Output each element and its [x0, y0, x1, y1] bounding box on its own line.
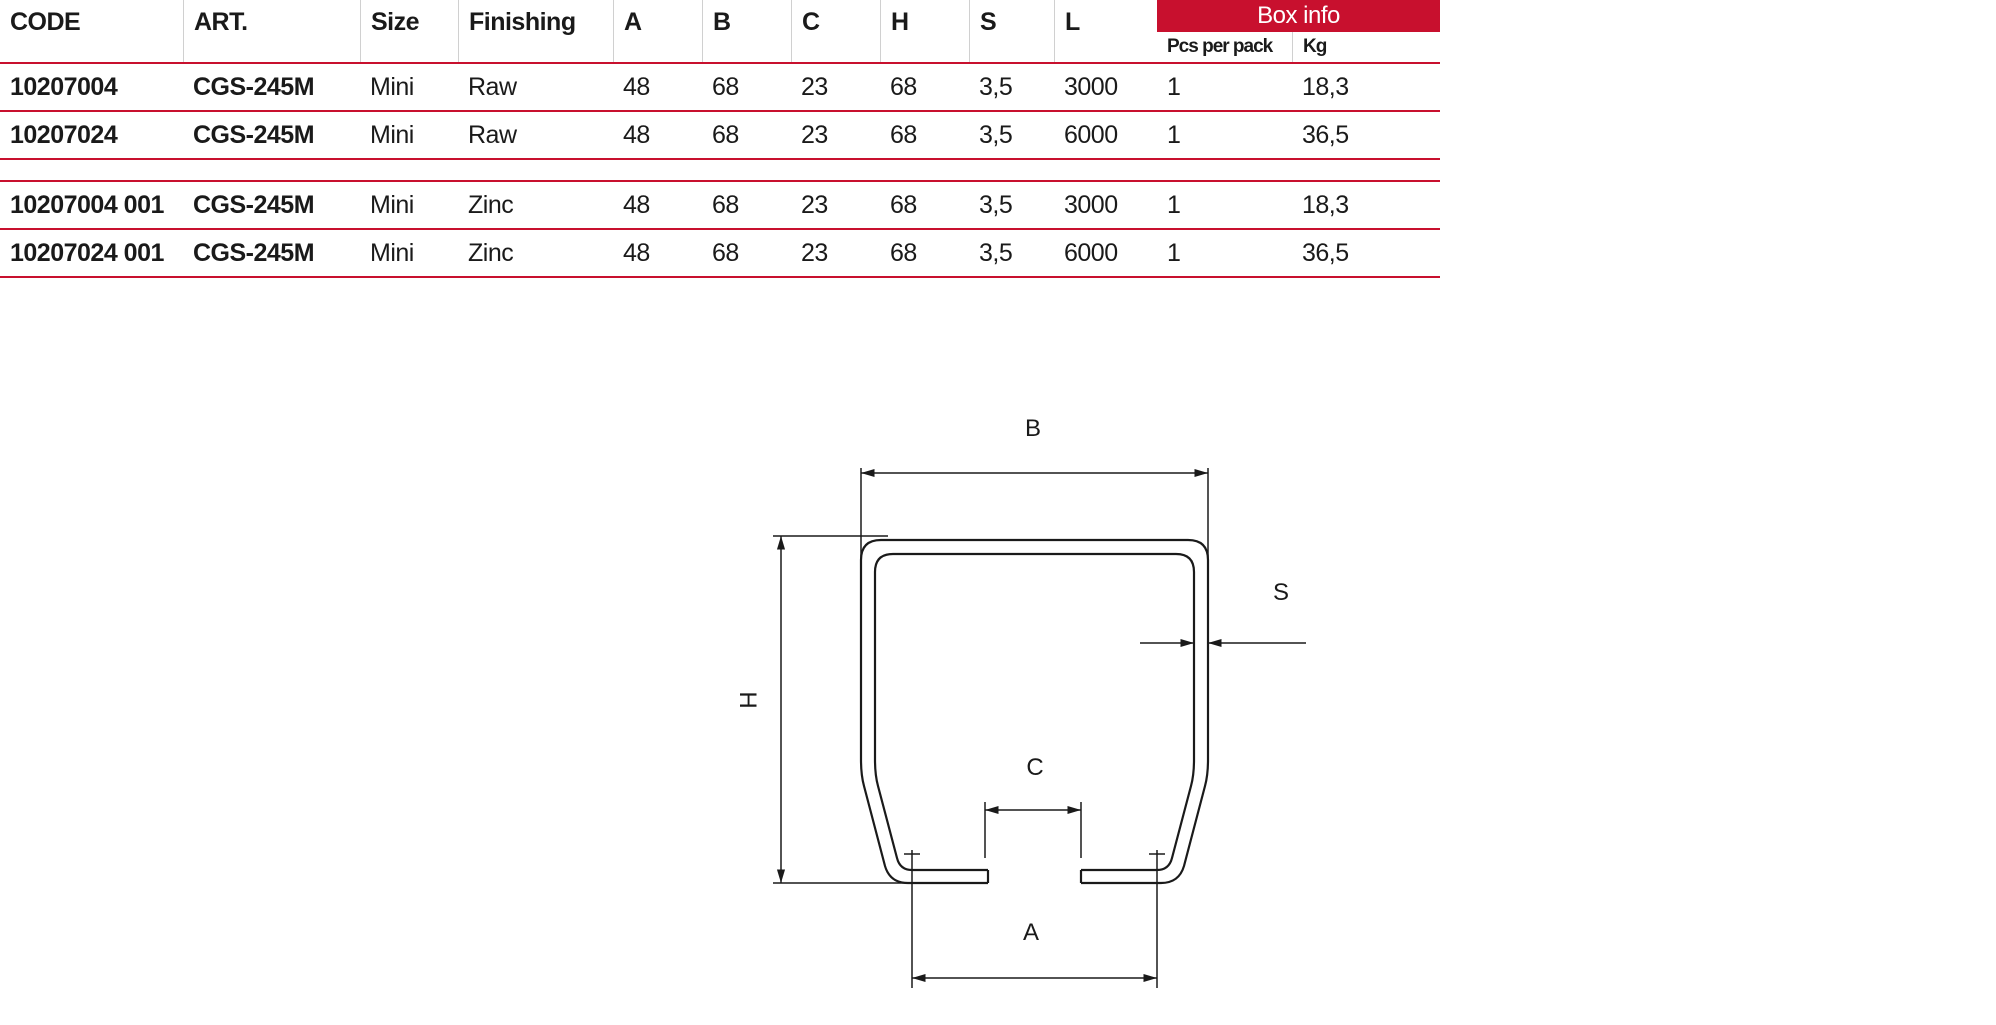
cell-a: 48 — [623, 239, 650, 267]
profile-outer-contour — [861, 540, 1208, 883]
header-code: CODE — [10, 8, 81, 36]
cell-c: 23 — [801, 121, 828, 149]
cell-kg: 18,3 — [1302, 73, 1349, 101]
cell-size: Mini — [370, 73, 414, 101]
cell-a: 48 — [623, 191, 650, 219]
cell-code: 10207024 — [10, 121, 118, 149]
cell-art: CGS-245M — [193, 73, 315, 101]
cell-pcs: 1 — [1167, 191, 1181, 219]
cell-c: 23 — [801, 239, 828, 267]
cell-finishing: Raw — [468, 73, 517, 101]
cell-l: 3000 — [1064, 191, 1118, 219]
dim-label-b: B — [1024, 415, 1042, 442]
cell-l: 6000 — [1064, 239, 1118, 267]
cell-art: CGS-245M — [193, 239, 315, 267]
cell-code: 10207004 001 — [10, 191, 164, 219]
cell-b: 68 — [712, 73, 739, 101]
cell-h: 68 — [890, 239, 917, 267]
cell-pcs: 1 — [1167, 121, 1181, 149]
cell-code: 10207004 — [10, 73, 118, 101]
profile-outline — [861, 540, 1208, 883]
cell-s: 3,5 — [979, 239, 1013, 267]
cell-finishing: Zinc — [468, 239, 514, 267]
cell-s: 3,5 — [979, 191, 1013, 219]
cell-c: 23 — [801, 73, 828, 101]
cell-h: 68 — [890, 121, 917, 149]
cell-size: Mini — [370, 121, 414, 149]
cell-finishing: Zinc — [468, 191, 514, 219]
dim-label-c: C — [1026, 754, 1044, 781]
cell-kg: 36,5 — [1302, 121, 1349, 149]
box-info-title: Box info — [1157, 0, 1440, 32]
cell-a: 48 — [623, 121, 650, 149]
dim-label-h: H — [734, 691, 761, 709]
cell-kg: 18,3 — [1302, 191, 1349, 219]
cell-h: 68 — [890, 73, 917, 101]
cell-b: 68 — [712, 121, 739, 149]
cell-pcs: 1 — [1167, 239, 1181, 267]
cell-s: 3,5 — [979, 73, 1013, 101]
cell-a: 48 — [623, 73, 650, 101]
cell-size: Mini — [370, 191, 414, 219]
header-a: A — [613, 0, 702, 62]
dim-label-s: S — [1272, 579, 1290, 606]
profile-inner-contour — [875, 554, 1194, 870]
cell-s: 3,5 — [979, 121, 1013, 149]
dim-label-a: A — [1022, 919, 1040, 946]
header-l: L — [1054, 0, 1157, 62]
cell-c: 23 — [801, 191, 828, 219]
cell-art: CGS-245M — [193, 121, 315, 149]
cell-size: Mini — [370, 239, 414, 267]
header-art: ART. — [183, 0, 360, 62]
header-c: C — [791, 0, 880, 62]
header-b: B — [702, 0, 791, 62]
cell-kg: 36,5 — [1302, 239, 1349, 267]
cell-code: 10207024 001 — [10, 239, 164, 267]
header-pcs-per-pack: Pcs per pack — [1167, 36, 1273, 57]
header-finishing: Finishing — [458, 0, 613, 62]
header-size: Size — [360, 0, 458, 62]
cell-art: CGS-245M — [193, 191, 315, 219]
cell-l: 3000 — [1064, 73, 1118, 101]
header-kg: Kg — [1292, 32, 1440, 62]
header-s: S — [969, 0, 1054, 62]
dimension-lines — [773, 468, 1306, 988]
cell-b: 68 — [712, 239, 739, 267]
cell-l: 6000 — [1064, 121, 1118, 149]
cell-finishing: Raw — [468, 121, 517, 149]
cell-pcs: 1 — [1167, 73, 1181, 101]
header-h: H — [880, 0, 969, 62]
cell-h: 68 — [890, 191, 917, 219]
cell-b: 68 — [712, 191, 739, 219]
